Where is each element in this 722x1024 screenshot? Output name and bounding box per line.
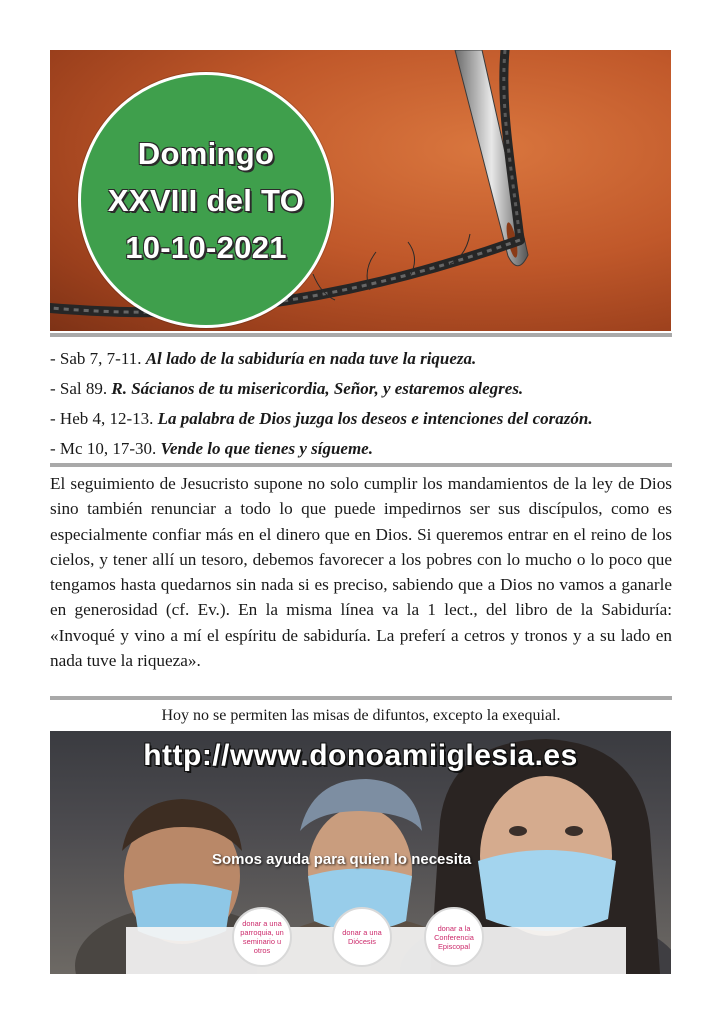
reading-item <box>50 344 680 374</box>
sunday-badge <box>78 72 334 328</box>
reading-reference: - Sal 89. <box>50 379 112 398</box>
commentary-paragraph: El seguimiento de Jesucristo supone no solo cumplir los mandamientos de la ley de Dios sino también renunciar a todo lo que puede impedirnos ser sus discípulos, como es especialmente confiar más en el dinero que en Dios. Si queremos entrar en el reino de los cielos, y tener allí un tesoro, debemos favorecer a los pobres con lo mucho o lo poco que tengamos hasta quedarnos sin nada si es preciso, sabiendo que a Dios no vamos a ganarle en generosidad (cf. Ev.). En la misma línea va la 1 lect., del libro de la Sabiduría: «Invoqué y vino a mí el espíritu de sabiduría. La preferí a cetros y tronos y a su lado en nada tuve la riqueza». <box>50 474 672 671</box>
reading-item <box>50 434 680 464</box>
reading-title: La palabra de Dios juzga los deseos e intenciones del corazón. <box>157 409 593 428</box>
donate-diocese-button[interactable]: donar a una Diócesis <box>332 907 392 967</box>
donation-banner <box>50 731 671 974</box>
divider <box>50 333 672 337</box>
reading-item <box>50 404 680 434</box>
reading-reference: - Sab 7, 7-11. <box>50 349 146 368</box>
readings-list <box>50 344 680 464</box>
badge-date: 10-10-2021 <box>125 229 287 265</box>
donation-url[interactable]: http://www.donoamiiglesia.es <box>143 739 578 772</box>
badge-day: Domingo <box>137 135 275 171</box>
cover-image <box>50 50 671 331</box>
mass-notice: Hoy no se permiten las misas de difuntos, excepto la exequial. <box>161 707 561 724</box>
donate-episcopal-conference-button[interactable]: donar a la Conferencia Episcopal <box>424 907 484 967</box>
reading-title: Al lado de la sabiduría en nada tuve la riqueza. <box>145 349 477 368</box>
promo-tagline: Somos ayuda para quien lo necesita <box>212 851 472 868</box>
badge-liturgical-week: XXVIII del TO <box>107 182 305 218</box>
divider <box>50 696 672 700</box>
donate-parish-button[interactable]: donar a una parroquia, un seminario u otros <box>232 907 292 967</box>
reading-title: R. Sácianos de tu misericordia, Señor, y estaremos alegres. <box>111 379 524 398</box>
reading-title: Vende lo que tienes y sígueme. <box>160 439 373 458</box>
reading-reference: - Heb 4, 12-13. <box>50 409 158 428</box>
reading-item <box>50 374 680 404</box>
divider <box>50 463 672 467</box>
reading-reference: - Mc 10, 17-30. <box>50 439 161 458</box>
